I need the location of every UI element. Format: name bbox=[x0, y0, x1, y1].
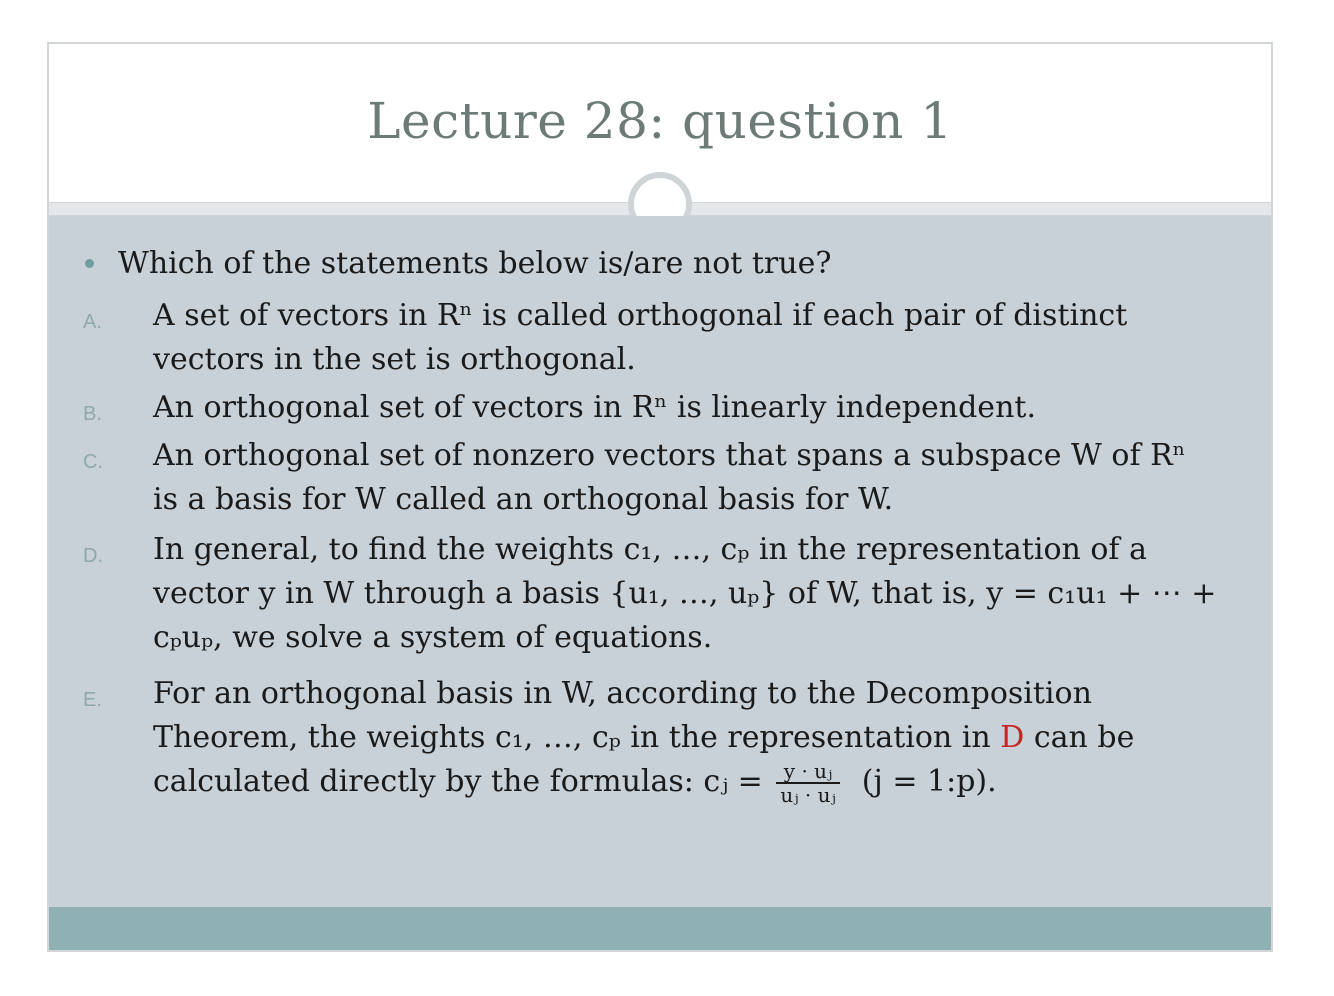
fraction-numerator: y · uⱼ bbox=[776, 760, 839, 784]
option-line: For an orthogonal basis in W, according to the Decomposition bbox=[153, 676, 1092, 711]
answer-option-b bbox=[83, 386, 1243, 432]
option-body bbox=[153, 528, 1243, 660]
option-line: A set of vectors in Rⁿ is called orthogonal if each pair of distinct bbox=[153, 298, 1128, 333]
fraction-denominator: uⱼ · uⱼ bbox=[780, 783, 836, 807]
option-line: vectors in the set is orthogonal. bbox=[153, 342, 636, 377]
formula-range: (j = 1:p). bbox=[861, 764, 997, 799]
weight-formula-fraction bbox=[776, 760, 839, 806]
option-line: An orthogonal set of nonzero vectors that spans a subspace W of Rⁿ bbox=[153, 438, 1186, 473]
formula-lead: calculated directly by the formulas: cⱼ = bbox=[153, 764, 763, 799]
answer-option-c bbox=[83, 434, 1243, 524]
option-line bbox=[153, 760, 1243, 806]
option-body bbox=[153, 434, 1243, 522]
option-line: cₚuₚ, we solve a system of equations. bbox=[153, 620, 713, 655]
option-line: An orthogonal set of vectors in Rⁿ is linearly independent. bbox=[153, 390, 1036, 425]
option-reference-d: D bbox=[1000, 720, 1025, 755]
option-line: In general, to find the weights c₁, …, cₚ in the representation of a bbox=[153, 532, 1147, 567]
slide bbox=[47, 42, 1273, 952]
slide-title: Lecture 28: question 1 bbox=[367, 92, 953, 150]
answer-option-d bbox=[83, 528, 1243, 662]
footer-band bbox=[49, 907, 1271, 950]
option-letter: D. bbox=[83, 545, 103, 567]
option-letter: A. bbox=[83, 311, 102, 333]
slide-content bbox=[49, 216, 1271, 909]
option-text: Theorem, the weights c₁, …, cₚ in the representation in bbox=[153, 720, 1001, 755]
option-body bbox=[153, 386, 1243, 430]
answer-option-a bbox=[83, 294, 1243, 384]
option-line bbox=[153, 716, 1243, 760]
answer-option-e bbox=[83, 672, 1243, 822]
option-text: can be bbox=[1024, 720, 1135, 755]
question-line bbox=[85, 242, 831, 286]
option-letter: C. bbox=[83, 451, 103, 473]
option-letter: B. bbox=[83, 403, 102, 425]
option-body bbox=[153, 672, 1243, 806]
option-line: is a basis for W called an orthogonal basis for W. bbox=[153, 482, 894, 517]
option-line: vector y in W through a basis {u₁, …, uₚ} of W, that is, y = c₁u₁ + ⋯ + bbox=[153, 576, 1217, 611]
bullet-icon bbox=[85, 259, 94, 268]
question-text: Which of the statements below is/are not true? bbox=[118, 246, 832, 281]
option-letter: E. bbox=[83, 689, 102, 711]
option-body bbox=[153, 294, 1243, 382]
